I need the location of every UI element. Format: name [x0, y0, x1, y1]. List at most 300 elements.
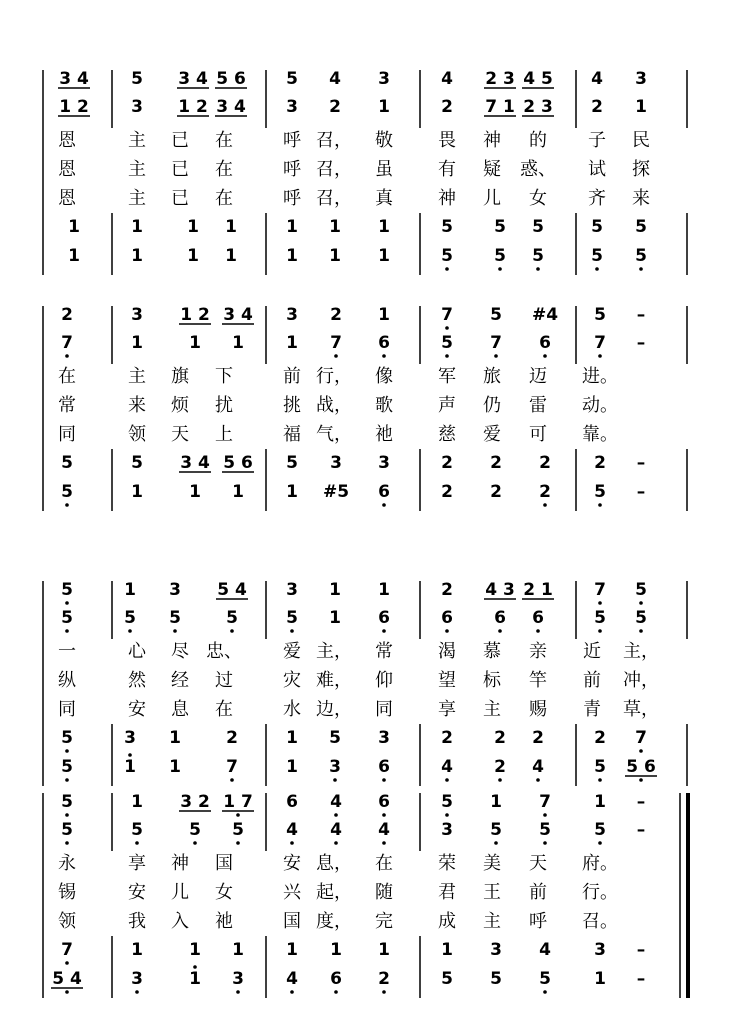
lyric-char: 主	[128, 159, 146, 180]
lyric-char: 在	[215, 159, 233, 180]
note: 1	[330, 940, 342, 960]
note: 5	[539, 820, 551, 840]
lyric-char: 已	[171, 130, 189, 151]
note: 5	[635, 217, 647, 237]
lyric-char: 儿	[171, 882, 189, 903]
note: 2	[441, 580, 453, 600]
low-octave-dot	[595, 267, 599, 271]
lyric-char: 女	[529, 188, 547, 209]
lyric-char: 度，	[316, 911, 352, 932]
lyric-char: 行。	[582, 882, 618, 903]
lyric-char: 同	[375, 699, 393, 720]
lyric-char: 祂	[375, 424, 393, 445]
lyric-char: 起，	[316, 882, 352, 903]
low-octave-dot	[135, 990, 139, 994]
lyric-char: 国	[283, 911, 301, 932]
low-octave-dot	[135, 841, 139, 845]
lyric-char: 仍	[483, 395, 501, 416]
lyric-char: 的	[529, 130, 547, 151]
low-octave-dot	[382, 354, 386, 358]
note: 6	[378, 757, 390, 777]
lyric-char: 前	[583, 670, 601, 691]
low-octave-dot	[65, 354, 69, 358]
lyric-char: 随	[375, 882, 393, 903]
note: 3 4	[178, 69, 208, 89]
note: 2	[226, 728, 238, 748]
low-octave-dot	[598, 601, 602, 605]
low-octave-dot	[445, 629, 449, 633]
lyric-char: 仰	[375, 670, 393, 691]
note: 2	[539, 482, 551, 502]
note: 7	[539, 792, 551, 812]
lyric-char: 齐	[588, 188, 606, 209]
note: 2	[441, 728, 453, 748]
note: 1	[169, 728, 181, 748]
note: 1	[232, 482, 244, 502]
lyric-char: 在	[58, 366, 76, 387]
lyric-char: 赐	[529, 699, 547, 720]
note: –	[636, 305, 646, 325]
lyric-char: 常	[58, 395, 76, 416]
lyric-char: 永	[58, 853, 76, 874]
low-octave-dot	[193, 841, 197, 845]
low-octave-dot	[290, 841, 294, 845]
note: 5	[286, 608, 298, 628]
lyric-char: 望	[438, 670, 456, 691]
low-octave-dot	[536, 629, 540, 633]
note: 3	[131, 969, 143, 989]
note: 1	[68, 217, 80, 237]
note: 5	[329, 728, 341, 748]
note: 1	[286, 940, 298, 960]
high-octave-dot	[193, 965, 197, 969]
note: 5	[494, 246, 506, 266]
note: 6	[532, 608, 544, 628]
note: 1	[441, 940, 453, 960]
note: 6	[494, 608, 506, 628]
lyric-char: 边，	[316, 699, 352, 720]
note: 5 4	[52, 969, 82, 989]
note: 5	[131, 69, 143, 89]
low-octave-dot	[65, 749, 69, 753]
lyric-char: 前	[283, 366, 301, 387]
low-octave-dot	[543, 990, 547, 994]
low-octave-dot	[334, 354, 338, 358]
low-octave-dot	[445, 326, 449, 330]
note: 1	[594, 969, 606, 989]
lyric-char: 进。	[582, 366, 618, 387]
lyric-char: 旗	[171, 366, 189, 387]
note: 5	[591, 217, 603, 237]
note: 3	[594, 940, 606, 960]
low-octave-dot	[333, 778, 337, 782]
lyric-char: 呼	[529, 911, 547, 932]
lyric-char: 疑	[483, 159, 501, 180]
note: 3 4	[223, 305, 253, 325]
lyric-char: 君	[438, 882, 456, 903]
lyric-char: 上	[215, 424, 233, 445]
note: 5	[635, 580, 647, 600]
low-octave-dot	[382, 990, 386, 994]
note: 7	[594, 580, 606, 600]
note: 4 3	[485, 580, 515, 600]
low-octave-dot	[494, 841, 498, 845]
note: 3	[378, 728, 390, 748]
note: 3	[286, 305, 298, 325]
note: 2 3	[523, 97, 553, 117]
note: 2 3	[485, 69, 515, 89]
lyric-char: 爱	[483, 424, 501, 445]
lyric-char: 军	[438, 366, 456, 387]
low-octave-dot	[543, 354, 547, 358]
low-octave-dot	[494, 354, 498, 358]
note: 1	[490, 792, 502, 812]
note: 2 1	[523, 580, 553, 600]
note: 1	[286, 728, 298, 748]
note: 2	[594, 453, 606, 473]
note: 3	[124, 728, 136, 748]
lyric-char: 试	[588, 159, 606, 180]
low-octave-dot	[498, 267, 502, 271]
note: 5 6	[626, 757, 656, 777]
music-system	[43, 792, 688, 998]
note: 1	[378, 305, 390, 325]
lyric-char: 在	[215, 188, 233, 209]
lyric-char: 靠。	[582, 424, 618, 445]
lyric-char: 真	[375, 188, 393, 209]
note: 1	[378, 246, 390, 266]
note: 2	[441, 97, 453, 117]
lyric-char: 战，	[316, 395, 352, 416]
note: 5	[169, 608, 181, 628]
lyric-char: 锡	[58, 882, 76, 903]
note: 5	[441, 969, 453, 989]
lyric-char: 有	[438, 159, 456, 180]
low-octave-dot	[65, 601, 69, 605]
lyric-char: 灾	[283, 670, 301, 691]
note: 1	[378, 580, 390, 600]
note: 7	[226, 757, 238, 777]
lyric-char: 在	[215, 130, 233, 151]
note: 3 4	[216, 97, 246, 117]
lyric-char: 主	[128, 188, 146, 209]
low-octave-dot	[543, 813, 547, 817]
lyric-char: 享	[128, 853, 146, 874]
low-octave-dot	[290, 629, 294, 633]
lyric-char: 渴	[438, 641, 456, 662]
low-octave-dot	[382, 629, 386, 633]
low-octave-dot	[236, 813, 240, 817]
lyric-char: 旅	[483, 366, 501, 387]
note: 4 5	[523, 69, 553, 89]
note: 5	[441, 792, 453, 812]
music-system	[43, 69, 687, 275]
low-octave-dot	[65, 961, 69, 965]
note: 2	[490, 453, 502, 473]
note: 7	[635, 728, 647, 748]
note: 5	[61, 580, 73, 600]
note: 5	[490, 969, 502, 989]
low-octave-dot	[334, 841, 338, 845]
note: 1	[286, 482, 298, 502]
low-octave-dot	[236, 990, 240, 994]
note: 7	[330, 333, 342, 353]
note: #5	[322, 482, 350, 502]
lyric-char: 来	[128, 395, 146, 416]
note: 5	[124, 608, 136, 628]
low-octave-dot	[128, 629, 132, 633]
lyric-char: 美	[483, 853, 501, 874]
low-octave-dot	[65, 629, 69, 633]
low-octave-dot	[543, 841, 547, 845]
note: 5	[635, 246, 647, 266]
low-octave-dot	[598, 354, 602, 358]
lyric-char: 兴	[283, 882, 301, 903]
lyric-char: 已	[171, 159, 189, 180]
lyric-char: 心	[128, 641, 146, 662]
lyric-char: 过	[215, 670, 233, 691]
lyric-char: 呼	[283, 188, 301, 209]
note: 1	[225, 217, 237, 237]
note: 4	[532, 757, 544, 777]
note: 7 1	[485, 97, 515, 117]
lyric-char: 难，	[316, 670, 352, 691]
note: 1	[594, 792, 606, 812]
note: 5	[441, 333, 453, 353]
note: 5	[441, 246, 453, 266]
lyric-char: 已	[171, 188, 189, 209]
lyric-char: 儿	[483, 188, 501, 209]
lyric-char: 天	[171, 424, 189, 445]
note: 1	[187, 217, 199, 237]
low-octave-dot	[639, 778, 643, 782]
lyric-char: 息	[171, 699, 189, 720]
low-octave-dot	[382, 841, 386, 845]
note: 2	[591, 97, 603, 117]
note: 3	[378, 453, 390, 473]
note: 1	[131, 482, 143, 502]
lyric-char: 近	[583, 641, 601, 662]
lyric-char: 竿	[529, 670, 547, 691]
note: 2	[441, 482, 453, 502]
note: 1	[286, 757, 298, 777]
note: 5	[594, 482, 606, 502]
note: 2	[539, 453, 551, 473]
note: –	[636, 333, 646, 353]
lyric-char: 水	[283, 699, 301, 720]
note: 1	[68, 246, 80, 266]
note: 3	[378, 69, 390, 89]
note: 7	[594, 333, 606, 353]
note: 2	[532, 728, 544, 748]
note: 1 7	[223, 792, 253, 812]
note: 3 2	[180, 792, 210, 812]
lyric-char: 像	[375, 366, 393, 387]
low-octave-dot	[445, 778, 449, 782]
note: 7	[61, 940, 73, 960]
low-octave-dot	[598, 778, 602, 782]
lyric-char: 行，	[316, 366, 352, 387]
note: 1	[124, 580, 136, 600]
lyric-char: 惑、	[520, 159, 556, 180]
note: 1	[329, 608, 341, 628]
lyric-char: 气，	[316, 424, 352, 445]
lyric-char: 迈	[529, 366, 547, 387]
lyric-char: 畏	[438, 130, 456, 151]
note: 1	[131, 333, 143, 353]
note: 2	[378, 969, 390, 989]
note: 5	[131, 820, 143, 840]
low-octave-dot	[65, 813, 69, 817]
note: 1	[329, 246, 341, 266]
lyric-char: 安	[283, 853, 301, 874]
note: 6	[378, 333, 390, 353]
note: 5	[232, 820, 244, 840]
note: 3	[635, 69, 647, 89]
lyric-char: 主	[483, 911, 501, 932]
note: 3 4	[59, 69, 89, 89]
lyric-char: 荣	[438, 853, 456, 874]
note: 5	[594, 608, 606, 628]
note: 6	[539, 333, 551, 353]
note: 3	[329, 757, 341, 777]
note: 5	[591, 246, 603, 266]
note: 5	[61, 482, 73, 502]
note: 1	[329, 217, 341, 237]
note: 5	[189, 820, 201, 840]
lyric-char: 主	[128, 366, 146, 387]
low-octave-dot	[382, 503, 386, 507]
note: –	[636, 482, 646, 502]
note: 5	[61, 608, 73, 628]
low-octave-dot	[598, 503, 602, 507]
lyric-char: 草，	[623, 699, 659, 720]
lyric-char: 呼	[283, 159, 301, 180]
low-octave-dot	[65, 778, 69, 782]
music-system	[43, 580, 687, 786]
lyric-char: 民	[632, 130, 650, 151]
note: 1	[232, 333, 244, 353]
note: 4	[378, 820, 390, 840]
lyric-char: 动。	[582, 395, 618, 416]
lyric-char: 忠、	[206, 641, 242, 662]
low-octave-dot	[65, 990, 69, 994]
lyric-char: 成	[438, 911, 456, 932]
lyric-char: 虽	[375, 159, 393, 180]
low-octave-dot	[334, 813, 338, 817]
lyric-char: 神	[483, 130, 501, 151]
low-octave-dot	[639, 749, 643, 753]
note: 4	[330, 820, 342, 840]
note: 2	[490, 482, 502, 502]
lyric-char: 敬	[375, 130, 393, 151]
note: 3	[441, 820, 453, 840]
lyric-char: 烦	[171, 395, 189, 416]
note: 7	[61, 333, 73, 353]
note: 5	[286, 453, 298, 473]
note: 3	[169, 580, 181, 600]
lyric-char: 标	[483, 670, 501, 691]
note: 2	[329, 97, 341, 117]
lyric-char: 召，	[316, 130, 352, 151]
low-octave-dot	[498, 778, 502, 782]
note: 3	[330, 453, 342, 473]
lyric-char: 恩	[58, 159, 76, 180]
note: 4	[591, 69, 603, 89]
note: 6	[286, 792, 298, 812]
low-octave-dot	[445, 813, 449, 817]
note: 1	[329, 580, 341, 600]
lyric-char: 可	[529, 424, 547, 445]
lyric-char: 恩	[58, 188, 76, 209]
low-octave-dot	[65, 841, 69, 845]
low-octave-dot	[598, 629, 602, 633]
note: 1	[378, 217, 390, 237]
note: 3	[232, 969, 244, 989]
lyric-char: 天	[529, 853, 547, 874]
lyric-char: 尽	[171, 641, 189, 662]
lyric-char: 恩	[58, 130, 76, 151]
lyric-char: 青	[583, 699, 601, 720]
low-octave-dot	[598, 841, 602, 845]
note: 4	[441, 69, 453, 89]
note: 5	[594, 820, 606, 840]
lyric-char: 然	[128, 670, 146, 691]
note: 4	[330, 792, 342, 812]
note: 5	[490, 820, 502, 840]
lyric-char: 探	[632, 159, 650, 180]
lyric-char: 安	[128, 882, 146, 903]
note: 1	[635, 97, 647, 117]
low-octave-dot	[498, 629, 502, 633]
note: 5	[286, 69, 298, 89]
note: 2	[494, 757, 506, 777]
note: 5 4	[217, 580, 247, 600]
note: 3	[490, 940, 502, 960]
note: –	[636, 820, 646, 840]
note: 5	[61, 728, 73, 748]
note: 5	[635, 608, 647, 628]
note: 4	[286, 820, 298, 840]
low-octave-dot	[639, 267, 643, 271]
low-octave-dot	[382, 778, 386, 782]
note: 6	[441, 608, 453, 628]
note: 1	[286, 217, 298, 237]
note: 2	[441, 453, 453, 473]
lyric-char: 召。	[582, 911, 618, 932]
note: 3	[286, 580, 298, 600]
note: 5	[61, 792, 73, 812]
note: 2	[330, 305, 342, 325]
note: 5	[494, 217, 506, 237]
lyric-char: 福	[283, 424, 301, 445]
lyric-char: 我	[128, 911, 146, 932]
note: 1	[225, 246, 237, 266]
note: 5	[131, 453, 143, 473]
note: 2	[494, 728, 506, 748]
lyric-char: 爱	[283, 641, 301, 662]
note: 1	[286, 246, 298, 266]
lyric-char: 慕	[483, 641, 501, 662]
note: 1	[131, 246, 143, 266]
lyric-char: 来	[632, 188, 650, 209]
note: 5	[226, 608, 238, 628]
note: 1	[189, 333, 201, 353]
lyric-char: 在	[375, 853, 393, 874]
note: 1	[131, 217, 143, 237]
note: 1	[232, 940, 244, 960]
low-octave-dot	[65, 503, 69, 507]
